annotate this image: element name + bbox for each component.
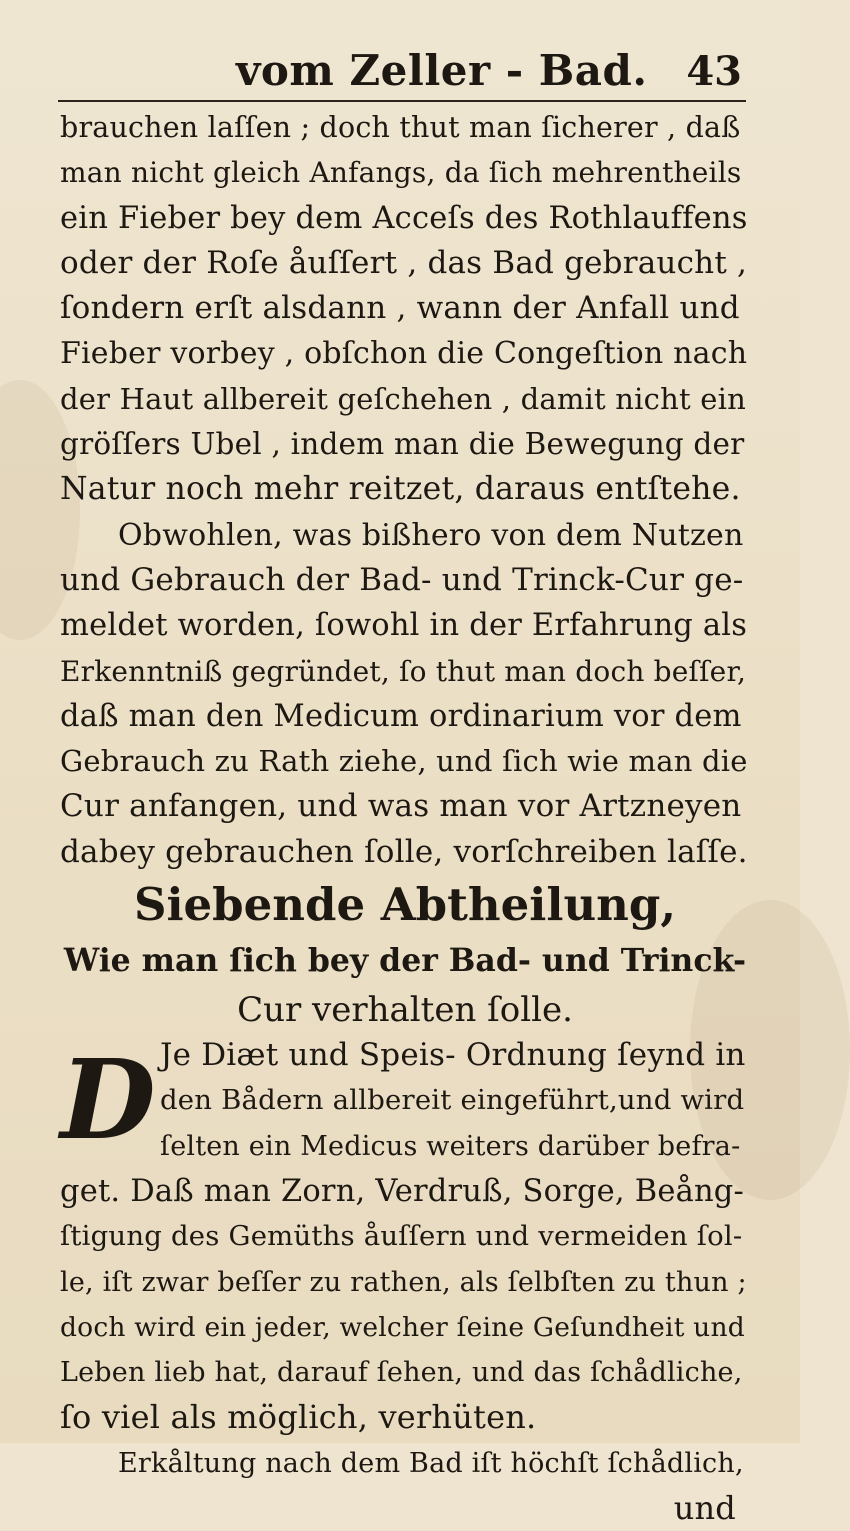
paragraph-4 — [60, 1441, 750, 1486]
text-line: le, iſt zwar beſſer zu rathen, als ſelbſten zu thun ; — [60, 1266, 747, 1298]
text-line: der Haut allbereit geſchehen , damit nicht ein — [60, 381, 746, 416]
text-line: man nicht gleich Anfangs, da ſich mehrentheils — [60, 156, 742, 190]
text-line: Obwohlen, was bißhero von dem Nutzen — [118, 517, 744, 553]
text-line: get. Daß man Zorn, Verdruß, Sorge, Beång- — [60, 1173, 745, 1209]
text-line: Gebrauch zu Rath ziehe, und ſich wie man die — [60, 744, 748, 779]
drop-cap: D — [60, 1034, 156, 1164]
text-line: Natur noch mehr reitzet, daraus entſtehe. — [60, 471, 741, 508]
text-line: ſondern erſt alsdann , wann der Anfall und — [60, 290, 740, 327]
paragraph-2 — [60, 513, 750, 875]
catchword: und — [673, 1489, 736, 1528]
text-line: oder der Roſe åuſſert , das Bad gebraucht , — [60, 244, 748, 281]
text-line: Je Diæt und Speis- Ordnung ſeynd in — [160, 1037, 746, 1074]
section-heading-block — [60, 875, 750, 1033]
text-line: doch wird ein jeder, welcher ſeine Geſundheit und — [60, 1311, 745, 1343]
text-line: ſo viel als möglich, verhüten. — [60, 1398, 537, 1437]
header-rule — [58, 100, 746, 102]
text-line: Erkåltung nach dem Bad iſt höchſt ſchådlich, — [118, 1447, 744, 1479]
text-line: Erkenntniß gegründet, ſo thut man doch beſſer, — [60, 654, 747, 688]
text-line: ein Fieber bey dem Acceſs des Rothlauffens — [60, 200, 748, 236]
text-line: Cur anfangen, und was man vor Artzneyen — [60, 788, 742, 825]
section-heading: Siebende Abtheilung, — [133, 878, 677, 932]
section-subtitle: Cur verhalten ſolle. — [237, 990, 573, 1031]
text-line: und Gebrauch der Bad- und Trinck-Cur ge- — [60, 561, 744, 598]
page-number: 43 — [686, 48, 742, 95]
page-body — [60, 105, 750, 1531]
text-line: Leben lieb hat, darauf ſehen, und das ſchådliche, — [60, 1357, 743, 1389]
text-line: gröſſers Ubel , indem man die Bewegung der — [60, 427, 745, 462]
text-line: daß man den Medicum ordinarium vor dem — [60, 698, 742, 734]
running-head: vom Zeller - Bad. — [236, 46, 648, 95]
text-line: ſelten ein Medicus weiters darüber befra- — [160, 1130, 741, 1162]
paragraph-3 — [60, 1033, 750, 1441]
text-line: Fieber vorbey , obſchon die Congeſtion nach — [60, 336, 748, 372]
page-header — [56, 38, 746, 102]
text-line: dabey gebrauchen ſolle, vorſchreiben laſſe. — [60, 833, 748, 870]
section-subtitle: Wie man ſich bey der Bad- und Trinck- — [63, 942, 747, 980]
text-line: brauchen laſſen ; doch thut man ſicherer , daß — [60, 111, 741, 144]
text-line: meldet worden, ſowohl in der Erfahrung als — [60, 608, 748, 644]
text-line: ſtigung des Gemüths åuſſern und vermeiden ſol- — [60, 1220, 743, 1253]
text-line: den Bådern allbereit eingeführt,und wird — [160, 1084, 745, 1117]
paragraph-1 — [60, 105, 750, 513]
